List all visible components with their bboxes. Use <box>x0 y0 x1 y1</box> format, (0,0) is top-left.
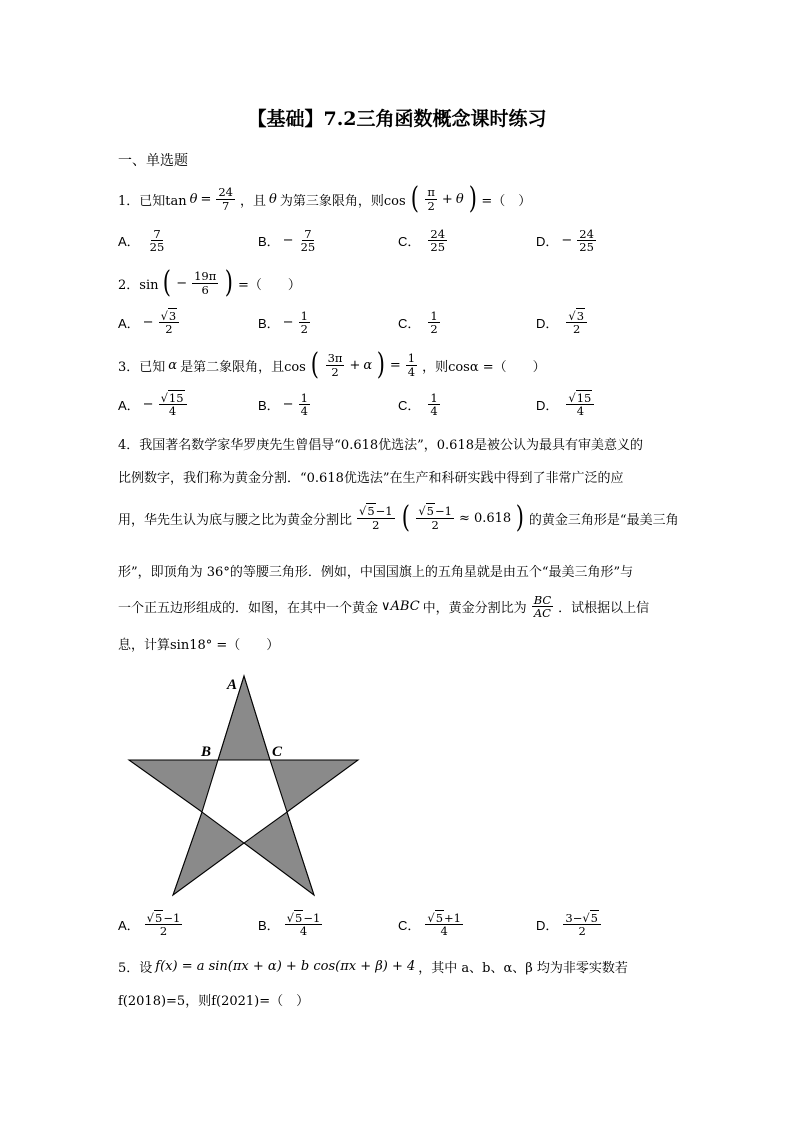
page-title: 【基础】7.2三角函数概念课时练习 <box>247 108 547 130</box>
q4-line-3: 用，华先生认为底与腰之比为黄金分割比 $\frac{√5-1}{2}$ ( $\frac{√5-1}{2}$ ≈ 0.618 ) 的黄金三角形是“最美三角 <box>118 500 679 535</box>
q5-line-2: f(2018)=5，则f(2021)=（ ） <box>118 994 310 1009</box>
q4-line-1: 4．我国著名数学家华罗庚先生曾倡导“0.618优选法”，0.618是被公认为最具有审美意义的 <box>118 438 643 453</box>
q4-line-5: 一个正五边形组成的．如图，在其中一个黄金 ∨ABC 中，黄金分割比为 $\frac{BC}{AC}$ ．试根据以上信 <box>118 593 650 621</box>
q1-option-c[interactable]: C． $\frac{24}{25}$ <box>398 227 446 255</box>
q3-option-b[interactable]: B． − $\frac{1}{4}$ <box>258 391 308 419</box>
section-heading: 一、单选题 <box>118 153 188 169</box>
q2-option-a[interactable]: A． − $\frac{√3}{2}$ <box>118 310 181 335</box>
vertex-label-b: B <box>201 744 212 760</box>
shaded-triangle-top <box>218 676 270 760</box>
q4-option-d[interactable]: D． $\frac{3-√5}{2}$ <box>536 912 603 937</box>
q2-option-c[interactable]: C． $\frac{1}{2}$ <box>398 309 438 337</box>
q3-option-a[interactable]: A． − $\frac{√15}{4}$ <box>118 392 189 417</box>
q3-option-c[interactable]: C． $\frac{1}{4}$ <box>398 391 438 419</box>
question-2-stem: 2．sin ( − $\frac{19\pi}{6}$ ) =（ ） <box>118 265 301 300</box>
q2-option-d[interactable]: D． $\frac{√3}{2}$ <box>536 310 589 335</box>
q2-option-b[interactable]: B． − $\frac{1}{2}$ <box>258 309 308 337</box>
q1-option-d[interactable]: D． − $\frac{24}{25}$ <box>536 227 594 255</box>
vertex-label-a: A <box>227 677 238 693</box>
vertex-label-c: C <box>272 744 283 760</box>
q1-option-b[interactable]: B． − $\frac{7}{25}$ <box>258 227 316 255</box>
q4-option-b[interactable]: B． $\frac{√5-1}{4}$ <box>258 911 321 939</box>
q4-line-4: 形”，即顶角为 36°的等腰三角形．例如，中国国旗上的五角星就是由五个“最美三角形”与 <box>118 565 634 580</box>
q4-line-6: 息，计算sin18° =（ ） <box>118 638 280 653</box>
q4-option-a[interactable]: A． $\frac{√5-1}{2}$ <box>118 911 181 939</box>
q4-option-c[interactable]: C． $\frac{√5+1}{4}$ <box>398 911 461 939</box>
question-5-stem: 5．设 f(x) = a sin(πx + α) + b cos(πx + β) + 4 ，其中 a、b、α、β 均为非零实数若 <box>118 959 628 976</box>
q1-option-a[interactable]: A． $\frac{7}{25}$ <box>118 227 165 255</box>
q3-option-d[interactable]: D． $\frac{√15}{4}$ <box>536 392 596 417</box>
question-3-stem: 3．已知 α 是第二象限角，且cos ( $\frac{3\pi}{2}$ + α ) = $\frac{1}{4}$ ，则cosα =（ ） <box>118 347 546 382</box>
q4-line-2: 比例数字，我们称为黄金分割．“0.618优选法”在生产和科研实践中得到了非常广泛的应 <box>118 471 624 486</box>
question-1-stem: 1．已知tan θ = $\frac{24}{7}$ ，且 θ 为第三象限角，则cos ( $\frac{\pi}{2}$ + θ ) =（ ） <box>118 181 532 216</box>
